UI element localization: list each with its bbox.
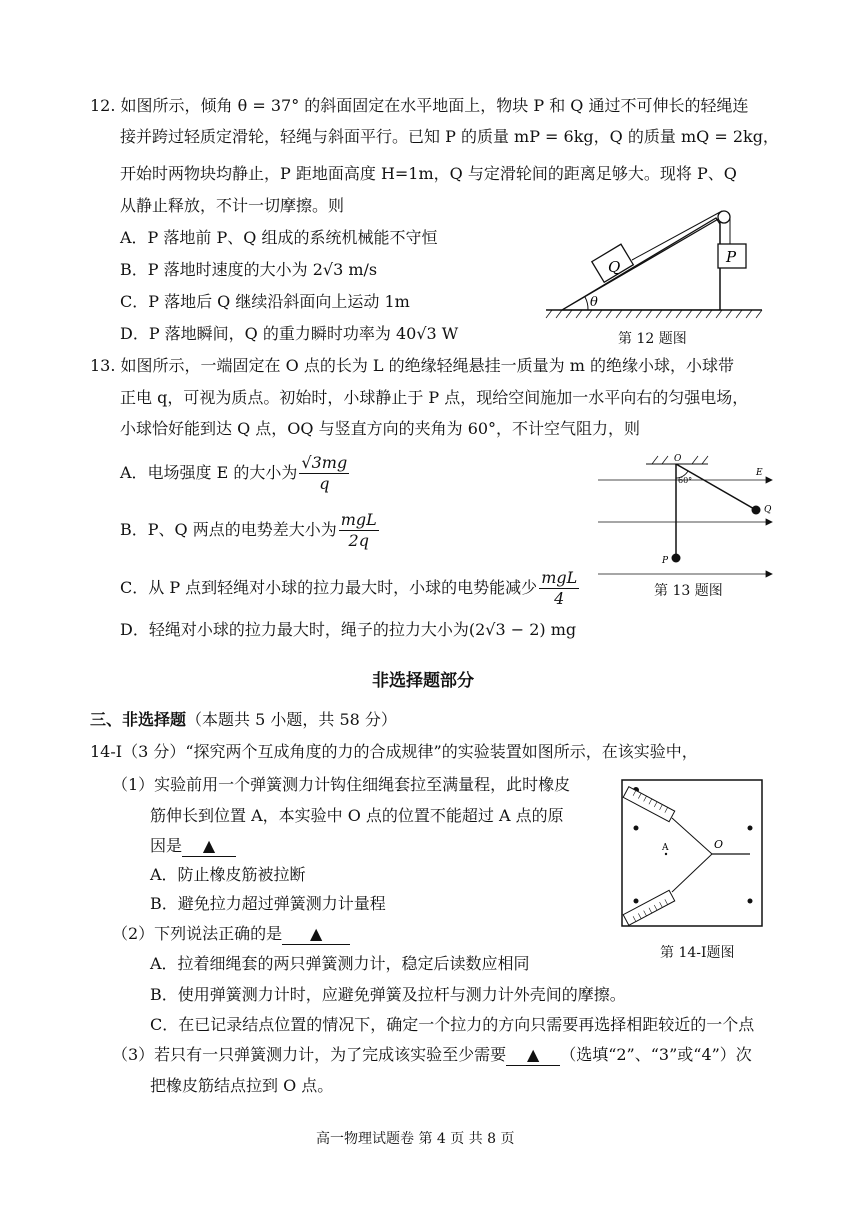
q12-stem-line-1: 12. 如图所示，倾角 θ = 37° 的斜面固定在水平地面上，物块 P 和 Q 通过不可伸长的轻绳连	[90, 96, 749, 115]
q14-part1-line-2: 筋伸长到位置 A，本实验中 O 点的位置不能超过 A 点的原	[150, 806, 564, 825]
section-heading: 三、非选择题（本题共 5 小题，共 58 分）	[90, 710, 397, 729]
q13-option-a: A．电场强度 E 的大小为 $\frac{√3mg}{q}$	[120, 453, 348, 493]
q14-part3-line-1: （3）若只有一只弹簧测力计，为了完成该实验至少需要 ▲ （选填“2”、“3”或“4”）次	[112, 1045, 752, 1064]
q14-part1-option-a: A．防止橡皮筋被拉断	[150, 865, 306, 884]
q14-label-o: O	[714, 838, 724, 851]
section-title: 非选择题部分	[372, 671, 474, 691]
q12-stem-line-2: 接并跨过轻质定滑轮，轻绳与斜面平行。已知 P 的质量 mP = 6kg，Q 的质量 mQ = 2kg，	[120, 127, 779, 146]
pulley-icon	[718, 211, 730, 223]
q13-stem-line-1: 13. 如图所示，一端固定在 O 点的长为 L 的绝缘轻绳悬挂一质量为 m 的绝缘小球，小球带	[90, 356, 734, 375]
q14-part3-line-2: 把橡皮筋结点拉到 O 点。	[150, 1076, 334, 1095]
q12-label-theta: θ	[590, 295, 598, 310]
q13-option-b: B．P、Q 两点的电势差大小为 $\frac{\text{mgL}}{2q}$	[120, 510, 377, 550]
q12-label-q: Q	[608, 258, 621, 276]
answer-blank[interactable]: ▲	[282, 924, 350, 945]
q14-caption: 第 14-I题图	[660, 945, 735, 961]
q13-label-o: O	[674, 454, 682, 464]
q14-figure	[616, 770, 768, 932]
q14-part1-line-3: 因是 ▲	[150, 836, 236, 857]
q13-label-q: Q	[764, 505, 772, 515]
q14-part2: （2）下列说法正确的是 ▲	[112, 924, 350, 945]
q14-part1-line-1: （1）实验前用一个弹簧测力计钩住细绳套拉至满量程，此时橡皮	[112, 775, 571, 794]
q13-figure	[596, 450, 776, 582]
q12-stem-line-4: 从静止释放，不计一切摩擦。则	[120, 196, 345, 215]
q14-part2-option-c: C．在已记录结点位置的情况下，确定一个拉力的方向只需要再选择相距较近的一个点	[150, 1015, 755, 1034]
q14-part2-option-b: B．使用弹簧测力计时，应避免弹簧及拉杆与测力计外壳间的摩擦。	[150, 985, 626, 1004]
q12-option-c: C．P 落地后 Q 继续沿斜面向上运动 1m	[120, 292, 410, 311]
q13-option-c: C．从 P 点到轻绳对小球的拉力最大时，小球的电势能减少 $\frac{\text{mgL}}{4}$	[120, 568, 578, 608]
q12-stem-line-3: 开始时两物块均静止，P 距地面高度 H=1m，Q 与定滑轮间的距离足够大。现将 P、Q	[120, 164, 737, 183]
q12-option-a: A．P 落地前 P、Q 组成的系统机械能不守恒	[120, 228, 438, 247]
q13-label-angle: 60°	[678, 476, 693, 485]
q14-part2-option-a: A．拉着细绳套的两只弹簧测力计，稳定后读数应相同	[150, 954, 530, 973]
q12-option-b: B．P 落地时速度的大小为 2√3 m/s	[120, 260, 378, 279]
q13-label-e: E	[756, 468, 763, 478]
page-footer: 高一物理试题卷 第 4 页 共 8 页	[316, 1131, 515, 1147]
q14-label-a: A	[662, 843, 669, 853]
q13-caption: 第 13 题图	[654, 583, 723, 599]
q13-stem-line-2: 正电 q，可视为质点。初始时，小球静止于 P 点，现给空间施加一水平向右的匀强电场，	[120, 388, 749, 407]
q13-stem-line-3: 小球恰好能到达 Q 点，OQ 与竖直方向的夹角为 60°，不计空气阻力，则	[120, 419, 641, 438]
q13-label-p: P	[662, 556, 669, 566]
answer-blank[interactable]: ▲	[182, 836, 236, 857]
answer-blank[interactable]: ▲	[506, 1045, 560, 1066]
q12-option-d: D．P 落地瞬间，Q 的重力瞬时功率为 40√3 W	[120, 324, 459, 343]
q13-option-d: D．轻绳对小球的拉力最大时，绳子的拉力大小为(2√3 − 2) mg	[120, 620, 577, 639]
q14-stem: 14-I（3 分）“探究两个互成角度的力的合成规律”的实验装置如图所示，在该实验中，	[90, 742, 698, 761]
q12-caption: 第 12 题图	[618, 331, 687, 347]
q12-label-p: P	[726, 248, 737, 266]
q12-figure	[536, 198, 772, 322]
q14-part1-option-b: B．避免拉力超过弹簧测力计量程	[150, 894, 386, 913]
